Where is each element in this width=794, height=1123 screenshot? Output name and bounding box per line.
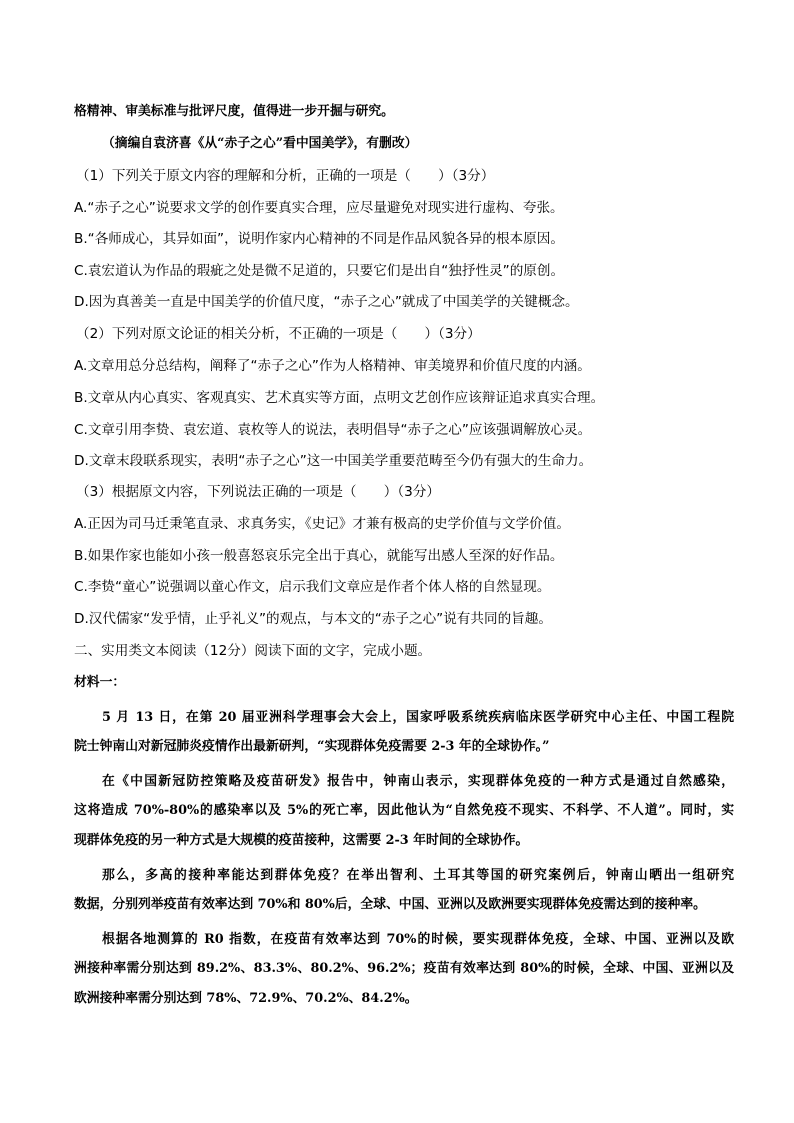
paragraph-4-line-2: 洲接种率需分别达到 89.2%、83.3%、80.2%、96.2%；疫苗有效率达到 80%的时候，全球、中国、亚洲以及	[74, 961, 734, 976]
question-3-option-c: C.李贽“童心”说强调以童心作文，启示我们文章应是作者个体人格的自然显现。	[74, 579, 551, 595]
question-1-option-d: D.因为真善美一直是中国美学的价值尺度，“赤子之心”就成了中国美学的关键概念。	[74, 294, 579, 310]
paragraph-3-line-2: 数据，分别列举疫苗有效率达到 70%和 80%后，全球、中国、亚洲以及欧洲要实现群体免疫需达到的接种率。	[74, 897, 706, 912]
question-3-option-d: D.汉代儒家“发乎情，止乎礼义”的观点，与本文的“赤子之心”说有共同的旨趣。	[74, 611, 552, 627]
question-1-option-b: B.“各师成心，其异如面”，说明作家内心精神的不同是作品风貌各异的根本原因。	[74, 231, 564, 247]
question-3-option-a: A.正因为司马迁秉笔直录、求真务实，《史记》才兼有极高的史学价值与文学价值。	[74, 516, 570, 532]
question-2-option-b: B.文章从内心真实、客观真实、艺术真实等方面，点明文艺创作应该辩证追求真实合理。	[74, 390, 605, 406]
section-heading: 二、实用类文本阅读（12分）阅读下面的文字，完成小题。	[74, 643, 432, 659]
paragraph-2-line-3: 现群体免疫的另一种方式是大规模的疫苗接种，这需要 2-3 年时间的全球协作。	[74, 833, 529, 848]
paragraph-3-line-1: 那么，多高的接种率能达到群体免疫？在举出智利、土耳其等国的研究案例后，钟南山晒出一组研究	[102, 868, 734, 883]
question-1-stem: （1）下列关于原文内容的理解和分析，正确的一项是（ ）（3分）	[76, 168, 495, 184]
question-3-option-b: B.如果作家也能如小孩一般喜怒哀乐完全出于真心，就能写出感人至深的好作品。	[74, 548, 564, 564]
question-2-stem: （2）下列对原文论证的相关分析，不正确的一项是（ ）（3分）	[76, 326, 481, 342]
question-2-option-a: A.文章用总分总结构，阐释了“赤子之心”作为人格精神、审美境界和价值尺度的内涵。	[74, 358, 591, 374]
paragraph-1-line-1: 5 月 13 日，在第 20 届亚洲科学理事会大会上，国家呼吸系统疾病临床医学研究中心主任、中国工程院	[102, 710, 734, 725]
question-3-stem: （3）根据原文内容，下列说法正确的一项是（ ）（3分）	[76, 484, 440, 500]
paragraph-2-line-2: 这将造成 70%-80%的感染率以及 5%的死亡率，因此他认为“自然免疫不现实、不科学、不人道”。同时，实	[74, 803, 734, 818]
paragraph-2-line-1: 在《中国新冠防控策略及疫苗研发》报告中，钟南山表示，实现群体免疫的一种方式是通过自然感染，	[102, 774, 734, 789]
question-1-option-c: C.袁宏道认为作品的瑕疵之处是微不足道的，只要它们是出自“独抒性灵”的原创。	[74, 263, 565, 279]
paragraph-1-line-2: 院士钟南山对新冠肺炎疫情作出最新研判，“实现群体免疫需要 2-3 年的全球协作。”	[74, 739, 550, 754]
passage-closing-line: 格精神、审美标准与批评尺度，值得进一步开掘与研究。	[74, 104, 394, 119]
paragraph-4-line-1: 根据各地测算的 R0 指数，在疫苗有效率达到 70%的时候，要实现群体免疫，全球、中国、亚洲以及欧	[102, 932, 734, 947]
question-2-option-d: D.文章末段联系现实，表明“赤子之心”这一中国美学重要范畴至今仍有强大的生命力。	[74, 453, 593, 469]
question-2-option-c: C.文章引用李贽、袁宏道、袁枚等人的说法，表明倡导“赤子之心”应该强调解放心灵。	[74, 422, 592, 438]
material-label: 材料一：	[74, 675, 126, 690]
paragraph-4-line-3: 欧洲接种率需分别达到 78%、72.9%、70.2%、84.2%。	[74, 991, 418, 1006]
source-citation: （摘编自袁济喜《从“赤子之心”看中国美学》，有删改）	[102, 136, 418, 151]
question-1-option-a: A.“赤子之心”说要求文学的创作要真实合理，应尽量避免对现实进行虚构、夸张。	[74, 200, 564, 216]
